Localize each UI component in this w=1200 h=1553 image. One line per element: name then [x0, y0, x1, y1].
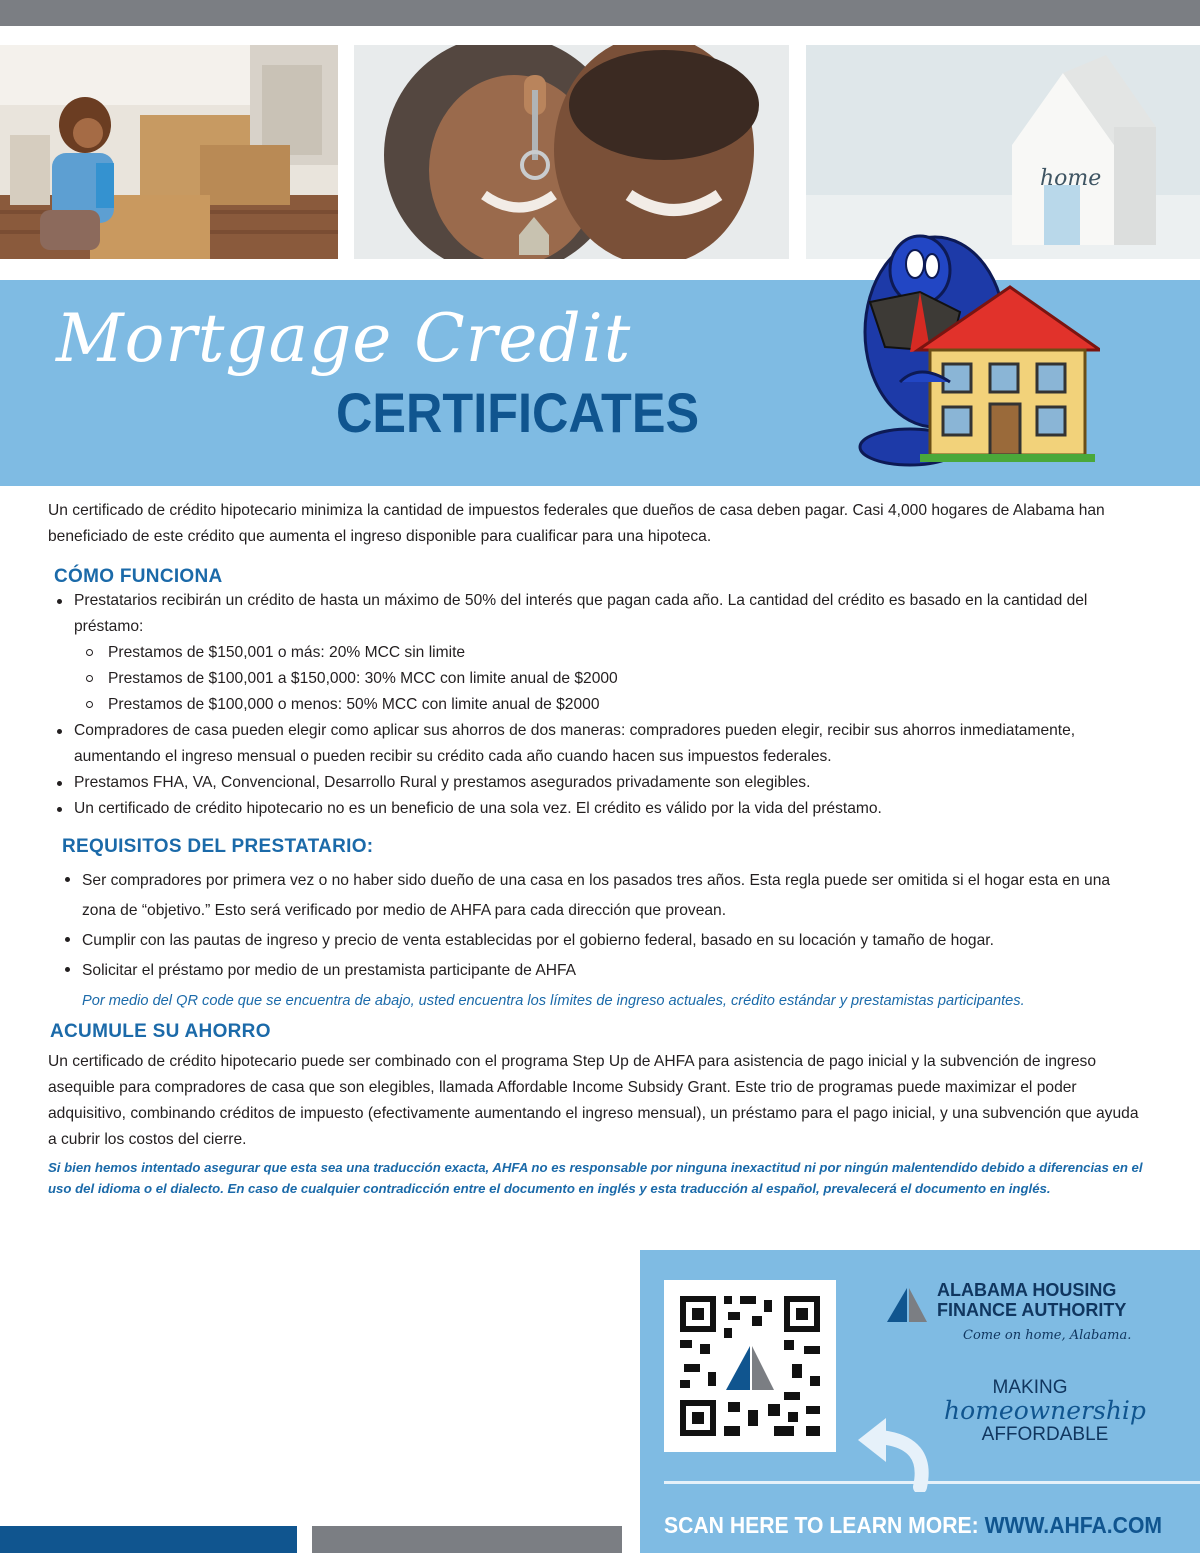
home-caption: home — [1040, 166, 1102, 191]
qr-panel — [640, 1250, 1200, 1553]
tagline: Come on home, Alabama. — [963, 1328, 1132, 1343]
footer-gray-bar — [312, 1526, 622, 1553]
website-link[interactable]: WWW.AHFA.COM — [984, 1512, 1163, 1538]
section-heading-requisitos: REQUISITOS DEL PRESTATARIO: — [62, 836, 374, 857]
qr-note: Por medio del QR code que se encuentra de abajo, usted encuentra los límites de ingreso actuales, crédito estándar y prestamistas participantes. — [82, 993, 1025, 1009]
list-item: Ser compradores por primera vez o no haber sido dueño de una casa en los pasados tres años. Esta regla puede ser omitida si el hogar esta en una zona de “objetivo.” Esto será verificado por medio de AHFA para cada dirección que provean. — [56, 866, 1148, 926]
title-script: Mortgage Credit — [56, 300, 632, 377]
scan-cta — [664, 1512, 1162, 1539]
mascot-house-illustration — [800, 232, 1100, 472]
org-name — [937, 1280, 1126, 1320]
making-text: MAKING — [992, 1377, 1068, 1398]
sub-list-item: Prestamos de $100,000 o menos: 50% MCC con limite anual de $2000 — [48, 692, 1148, 718]
curved-arrow-icon — [850, 1412, 940, 1492]
divider — [664, 1481, 1200, 1484]
como-funciona-list — [48, 588, 1148, 822]
homeownership-text: homeownership — [944, 1396, 1146, 1425]
list-item: Prestatarios recibirán un crédito de hasta un máximo de 50% del interés que pagan cada año. La cantidad del crédito es basado en la cantidad del préstamo: — [48, 588, 1148, 640]
sub-list-item: Prestamos de $100,001 a $150,000: 30% MCC con limite anual de $2000 — [48, 666, 1148, 692]
sub-list-item: Prestamos de $150,001 o más: 20% MCC sin limite — [48, 640, 1148, 666]
list-item: Cumplir con las pautas de ingreso y precio de venta establecidas por el gobierno federal, basado en su locación y tamaño de hogar. — [56, 926, 1148, 956]
requisitos-list — [48, 866, 1148, 986]
woman-unpacking-photo — [0, 45, 338, 259]
acumule-paragraph: Un certificado de crédito hipotecario puede ser combinado con el programa Step Up de AHFA para asistencia de pago inicial y la subvención de ingreso asequible para compradores de casa que son elegibles, llamada Affordable Income Subsidy Grant. Este trio de programas puede maximizar el poder adquisitivo, combinando créditos de impuesto (efectivamente aumentando el ingreso mensual), un préstamo para el pago inicial, y una subvención que ayuda a cubrir los costos del cierre. — [48, 1053, 1139, 1148]
list-item: Prestamos FHA, VA, Convencional, Desarrollo Rural y prestamos asegurados privadamente son elegibles. — [48, 770, 1148, 796]
scan-label: SCAN HERE TO LEARN MORE: — [664, 1512, 985, 1538]
affordable-text: AFFORDABLE — [981, 1424, 1109, 1445]
intro-paragraph: Un certificado de crédito hipotecario minimiza la cantidad de impuestos federales que dueños de casa deben pagar. Casi 4,000 hogares de Alabama han beneficiado de este crédito que aumenta el ingreso disponible para cualificar para una hipoteca. — [48, 502, 1105, 545]
list-item: Solicitar el préstamo por medio de un prestamista participante de AHFA — [56, 956, 1148, 986]
org-name-line2: FINANCE AUTHORITY — [937, 1300, 1127, 1320]
org-name-line1: ALABAMA HOUSING — [937, 1280, 1117, 1300]
top-gray-bar — [0, 0, 1200, 26]
ahfa-logo — [885, 1280, 1185, 1360]
translation-disclaimer: Si bien hemos intentado asegurar que esta sea una traducción exacta, AHFA no es responsable por ninguna inexactitud ni por ningún malentendido debido a diferencias en el uso del idioma o el dialecto. En caso de cualquier contradicción entre el documento en inglés y esta traducción al español, prevalecerá el documento en inglés. — [48, 1160, 1143, 1196]
section-heading-como-funciona: CÓMO FUNCIONA — [54, 566, 223, 587]
main-content — [48, 498, 1148, 1199]
list-item: Compradores de casa pueden elegir como aplicar sus ahorros de dos maneras: compradores pueden elegir, recibir sus ahorros inmediatamente, aumentando el ingreso mensual o pueden recibir su crédito cada año cuando hacen sus impuestos federales. — [48, 718, 1148, 770]
list-item: Un certificado de crédito hipotecario no es un beneficio de una sola vez. El crédito es válido por la vida del préstamo. — [48, 796, 1148, 822]
title-caps: CERTIFICATES — [336, 381, 700, 444]
section-heading-acumule: ACUMULE SU AHORRO — [50, 1021, 271, 1042]
qr-code[interactable] — [664, 1280, 836, 1452]
home-model-photo — [806, 45, 1200, 259]
footer-blue-bar — [0, 1526, 297, 1553]
ahfa-logo-icon — [885, 1284, 929, 1324]
couple-with-key-photo — [354, 45, 789, 259]
making-homeownership-affordable — [940, 1377, 1150, 1445]
